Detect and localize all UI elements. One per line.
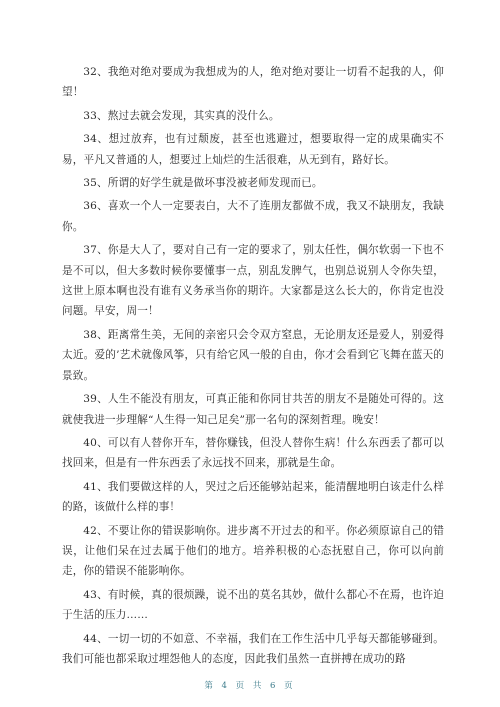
paragraph-36: 36、喜欢一个人一定要表白，大不了连朋友都做不成，我又不缺朋友，我缺你。	[62, 200, 444, 233]
paragraph-43: 43、有时候，真的很烦躁，说不出的莫名其妙，做什么都心不在焉，也许迫于生活的压力……	[62, 588, 444, 622]
paragraph-42: 42、不要让你的错误影响你。进步离不开过去的和平。你必须原谅自己的错误，让他们呆在过去属于他们的地方。培养积极的心态抚慰自己，你可以向前走，你的错误不能影响你。	[62, 524, 444, 578]
document-body	[62, 62, 444, 672]
paragraph-41: 41、我们要做这样的人，哭过之后还能够站起来，能清醒地明白该走什么样的路，该做什么样的事！	[62, 480, 444, 514]
paragraph-38: 38、距离常生美，无间的亲密只会令双方窒息，无论朋友还是爱人，别爱得太近。爱的’艺术就像风筝，只有给它风一般的自由，你才会看到它飞舞在蓝天的景致。	[62, 328, 444, 382]
paragraph-32: 32、我绝对绝对要成为我想成为的人，绝对绝对要让一切看不起我的人，仰望！	[62, 66, 444, 99]
paragraph-39: 39、人生不能没有朋友，可真正能和你同甘共苦的朋友不是随处可得的。这就使我进一步理解“人生得一知己足矣”那一名句的深刻哲理。晚安！	[62, 393, 444, 426]
paragraph-34: 34、想过放弃，也有过颓废，甚至也逃避过，想要取得一定的成果确实不易，平凡又普通的人，想要过上灿烂的生活很难，从无到有，路好长。	[62, 133, 444, 166]
paragraph-37: 37、你是大人了，要对自己有一定的要求了，别太任性，偶尔软弱一下也不是不可以，但大多数时候你要懂事一点，别乱发脾气，也别总说别人令你失望，这世上原本啊也没有谁有义务承当你的期许。大家都是这么长大的，你肯定也没问题。早安，周一！	[62, 244, 444, 318]
paragraph-35: 35、所谓的好学生就是做坏事没被老师发现而已。	[83, 177, 323, 190]
paragraph-44: 44、一切一切的不如意、不幸福，我们在工作生活中几乎每天都能够碰到。我们可能也都采取过埋怨他人的态度，因此我们虽然一直拼搏在成功的路	[62, 632, 444, 665]
page-number-footer: 第 4 页 共 6 页	[204, 681, 296, 691]
paragraph-40: 40、可以有人替你开车，替你赚钱，但没人替你生病！什么东西丢了都可以找回来，但是有一件东西丢了永远找不回来，那就是生命。	[62, 436, 444, 470]
paragraph-33: 33、熬过去就会发现，其实真的没什么。	[83, 109, 280, 122]
